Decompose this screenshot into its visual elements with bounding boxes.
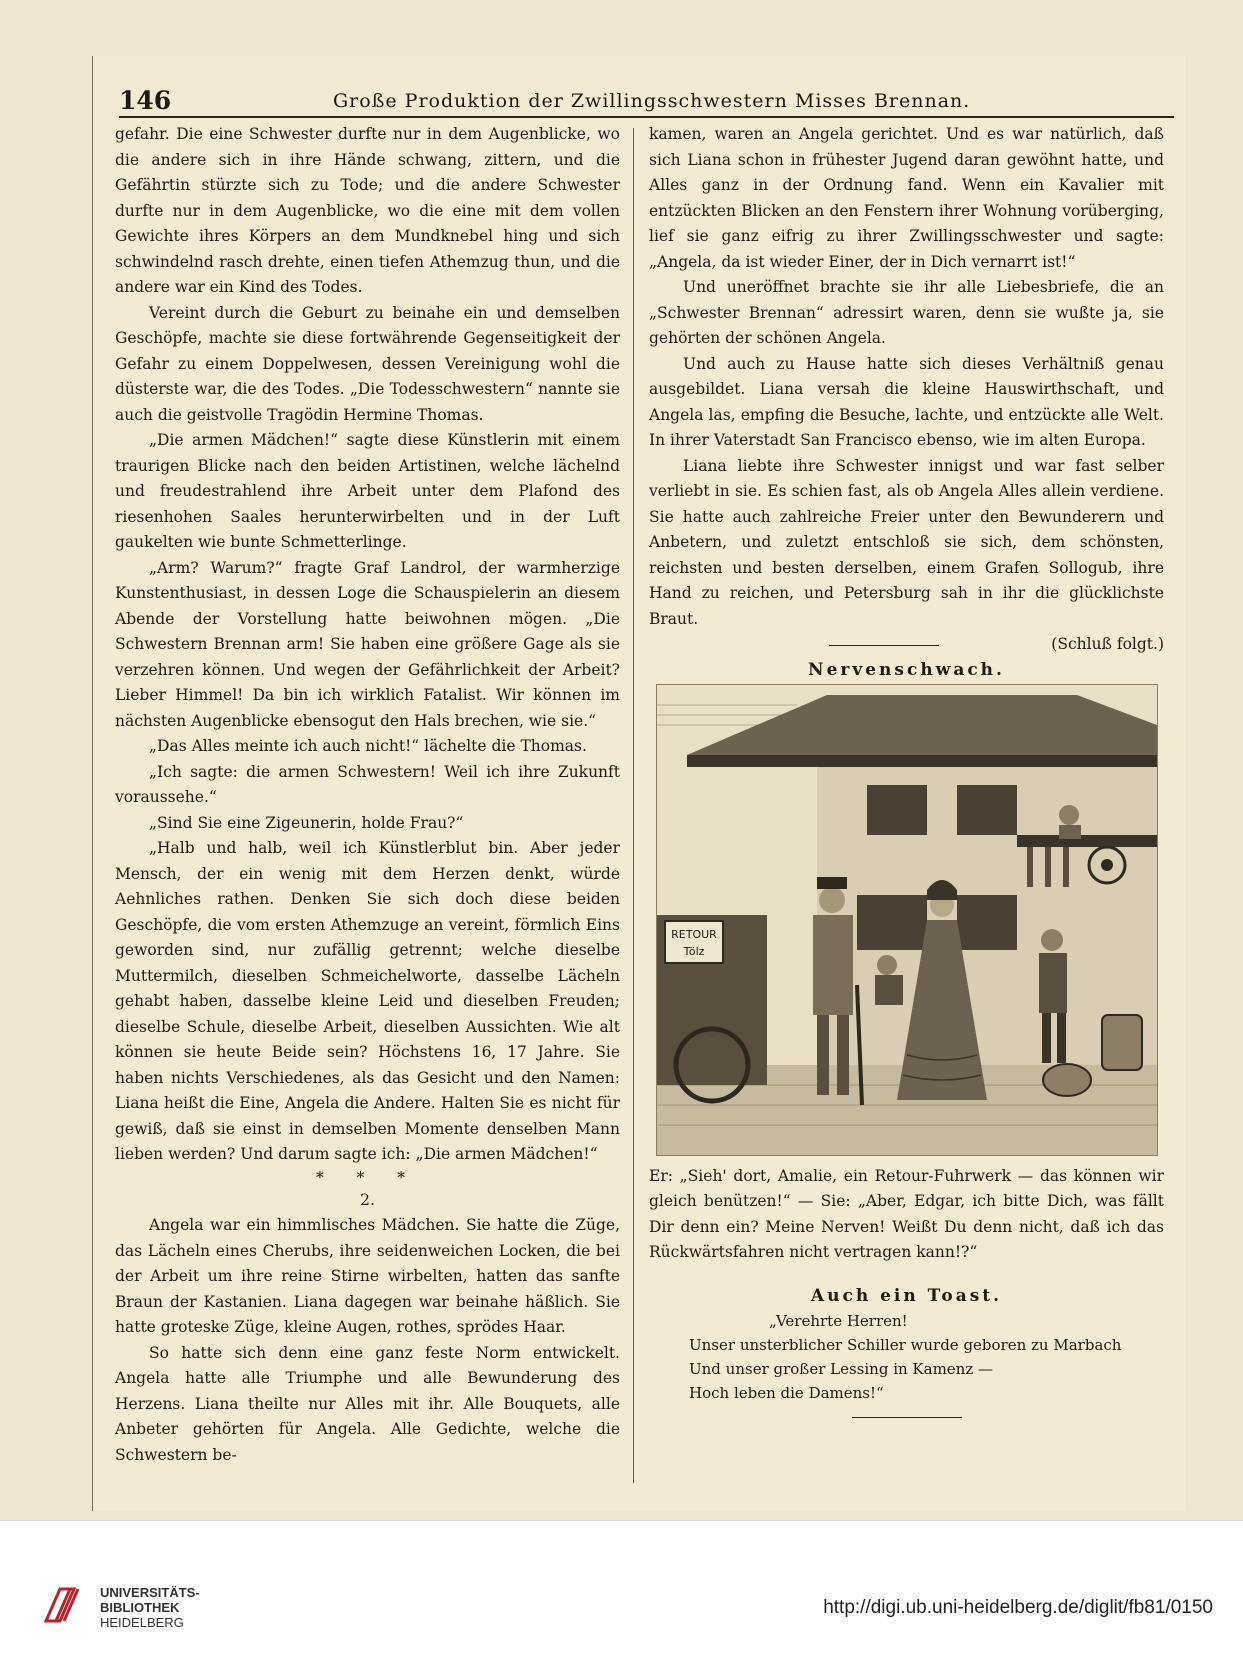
toast-line: Und unser großer Lessing in Kamenz —	[689, 1360, 994, 1378]
page-number: 146	[119, 86, 172, 115]
story-paragraph: Liana liebte ihre Schwester innigst und war fast selber verliebt in sie. Es schien fast, als ob Angela Alles allein verdiene. Sie hatte auch zahlreiche Freier unter den Bewunderern und Anbetern, und zuletzt entschloß sie sich, dem schönsten, reichsten und besten derselben, einem Grafen Sollogub, ihre Hand zu reichen, und Petersburg sah in ihr die glücklichste Braut.	[649, 456, 1164, 628]
story-paragraph: Und uneröffnet brachte sie ihr alle Liebesbriefe, die an „Schwester Brennan“ adressirt waren, denn sie wußte ja, sie gehörten der schönen Angela.	[649, 278, 1164, 347]
newspaper-page	[92, 56, 1185, 1511]
toast-line: „Verehrte Herren!	[769, 1312, 908, 1330]
barrel	[1102, 1015, 1142, 1070]
story-paragraph: „Die armen Mädchen!“ sagte diese Künstlerin mit einem traurigen Blicke nach den beiden Artistinen, welche lächelnd und freudestrahlend ihre Arbeit unter dem Plafond des riesenhohen Saales herunterwirbelten und in der Luft gaukelten wie bunte Schmetterlinge.	[115, 431, 620, 551]
balcony	[1017, 835, 1157, 847]
window	[957, 895, 1017, 950]
permalink-url[interactable]: http://digi.ub.uni-heidelberg.de/diglit/fb81/0150	[823, 1597, 1213, 1618]
story-paragraph: So hatte sich denn eine ganz feste Norm entwickelt. Angela hatte alle Triumphe und alle Bewunderung des Herzens. Liana theilte nur Alles mit ihr. Alle Bouquets, alle Anbeter gehörten für Angela. Alle Gedichte, welche die Schwestern be-	[115, 1343, 620, 1464]
library-footer	[0, 1520, 1243, 1663]
column-divider	[633, 128, 634, 1483]
page-header	[93, 86, 1185, 116]
short-rule	[829, 645, 939, 646]
library-name	[100, 1585, 200, 1630]
short-rule	[852, 1417, 962, 1418]
library-name-line: HEIDELBERG	[100, 1615, 184, 1630]
retour-sign-line1: RETOUR	[670, 927, 717, 941]
toast-line: Unser unsterblicher Schiller wurde geboren zu Marbach	[689, 1336, 1122, 1354]
story-paragraph: „Halb und halb, weil ich Künstlerblut bin. Aber jeder Mensch, der ein wenig mit dem Herzen denkt, würde Aehnliches rathen. Denken Sie sich doch diese beiden Geschöpfe, die vom ersten Athemzuge an vereint, förmlich Eins geworden sind, nur zufällig getrennt; welche dieselbe Muttermilch, dieselben Schmeichelworte, dasselbe Lächeln gehabt haben, dasselbe kleine Leid und dieselben Freuden; dieselbe Schule, dieselbe Arbeit, dieselben Aussichten. Wie alt können sie heute Beide sein? Höchstens 16, 17 Jahre. Sie haben nichts Verschiedenes, als das Gesicht und den Namen: Liana heißt die Eine, Angela die Andere. Halten Sie es nicht für gewiß, daß sie einst in demselben Momente denselben Mann lieben werden? Und darum sagte ich: „Die armen Mädchen!“	[115, 839, 620, 1163]
chalet-roof	[687, 695, 1157, 755]
section-asterisks: * * *	[315, 1168, 420, 1187]
library-logo-icon	[40, 1581, 88, 1629]
toast-poem	[689, 1309, 1164, 1405]
library-name-line: BIBLIOTHEK	[100, 1600, 180, 1615]
story-paragraph: „Sind Sie eine Zigeunerin, holde Frau?“	[149, 813, 464, 832]
toast-line: Hoch leben die Damens!“	[689, 1384, 884, 1402]
right-column	[649, 122, 1164, 1418]
window	[957, 785, 1017, 835]
story-paragraph: Angela war ein himmlisches Mädchen. Sie hatte die Züge, das Lächeln eines Cherubs, ihre seidenweichen Locken, die bei der Arbeit um ihre reine Stirne wirbelten, hatten das sanfte Braun der Kastanien. Liana dagegen war beinahe häßlich. Sie hatte groteske Züge, kleine Augen, rothes, sprödes Haar.	[115, 1216, 620, 1336]
story-paragraph: gefahr. Die eine Schwester durfte nur in dem Augenblicke, wo die andere sich in ihre Hände schwang, zittern, und die Gefährtin stürzte sich zu Tode; und die andere Schwester durfte nur in dem Augenblicke, wo die eine mit dem vollen Gewichte ihres Körpers an dem Mundknebel hing und sich schwindelnd rasch drehte, einen tiefen Athemzug thun, und die andere war ein Kind des Todes.	[115, 125, 620, 296]
header-rule	[119, 116, 1174, 118]
cartoon-caption: Er: „Sieh' dort, Amalie, ein Retour-Fuhrwerk — das können wir gleich benützen!“ — Sie: „Aber, Edgar, ich bitte Dich, was fällt Dir denn ein? Meine Nerven! Weißt Du denn nicht, daß ich das Rückwärtsfahren nicht vertragen kann!?“	[649, 1166, 1164, 1261]
window	[857, 895, 927, 950]
left-column	[115, 122, 620, 1468]
story-paragraph: kamen, waren an Angela gerichtet. Und es war natürlich, daß sich Liana schon in frühester Jugend daran gewöhnt hatte, und Alles ganz in der Ordnung fand. Wenn ein Kavalier mit entzückten Blicken an den Fenstern ihrer Wohnung vorüberging, lief sie ganz eifrig zu ihrer Zwillingsschwester und sagte: „Angela, da ist wieder Einer, der in Dich vernarrt ist!“	[649, 125, 1164, 271]
continued-line	[649, 632, 1164, 658]
section-number: 2.	[360, 1190, 375, 1209]
continued-note: (Schluß folgt.)	[1051, 635, 1164, 653]
story-paragraph: „Das Alles meinte ich auch nicht!“ lächelte die Thomas.	[149, 737, 587, 755]
window	[867, 785, 927, 835]
man-figure	[813, 915, 853, 1015]
story-paragraph: Vereint durch die Geburt zu beinahe ein und demselben Geschöpfe, machte sie diese fortwährende Gegenseitigkeit der Gefahr zu einem Doppelwesen, dessen Vereinigung wohl die düsterste war, die des Todes. „Die Todesschwestern“ nannte sie auch die geistvolle Tragödin Hermine Thomas.	[115, 303, 620, 424]
barrel	[1043, 1064, 1091, 1096]
library-name-line: UNIVERSITÄTS-	[100, 1585, 200, 1600]
man-head	[819, 887, 845, 913]
story-paragraph: Und auch zu Hause hatte sich dieses Verhältniß genau ausgebildet. Liana versah die kleine Hauswirthschaft, und Angela las, empfing die Besuche, lachte, und entzückte alle Welt. In ihrer Vaterstadt San Francisco ebenso, wie im alten Europa.	[649, 354, 1164, 449]
cartoon-title: Nervenschwach.	[808, 660, 1005, 680]
cartoon-illustration	[656, 684, 1158, 1156]
retour-sign-line2: Tölz	[683, 944, 704, 958]
boy-figure	[1041, 929, 1063, 951]
story-paragraph: „Ich sagte: die armen Schwestern! Weil ich ihre Zukunft voraussehe.“	[115, 762, 620, 806]
toast-title: Auch ein Toast.	[810, 1285, 1003, 1306]
story-paragraph: „Arm? Warum?“ fragte Graf Landrol, der warmherzige Kunstenthusiast, in dessen Loge die Schauspielerin an diesem Abende der Vorstellung hatte beiwohnen mögen. „Die Schwestern Brennan arm! Sie haben eine größere Gage als sie verzehren können. Und wegen der Gefährlichkeit der Arbeit? Lieber Himmel! Da bin ich wirklich Fatalist. Wir können im nächsten Augenblicke ebensogut den Hals brechen, wie sie.“	[115, 558, 620, 730]
running-title: Große Produktion der Zwillingsschwestern Misses Brennan.	[333, 90, 971, 112]
